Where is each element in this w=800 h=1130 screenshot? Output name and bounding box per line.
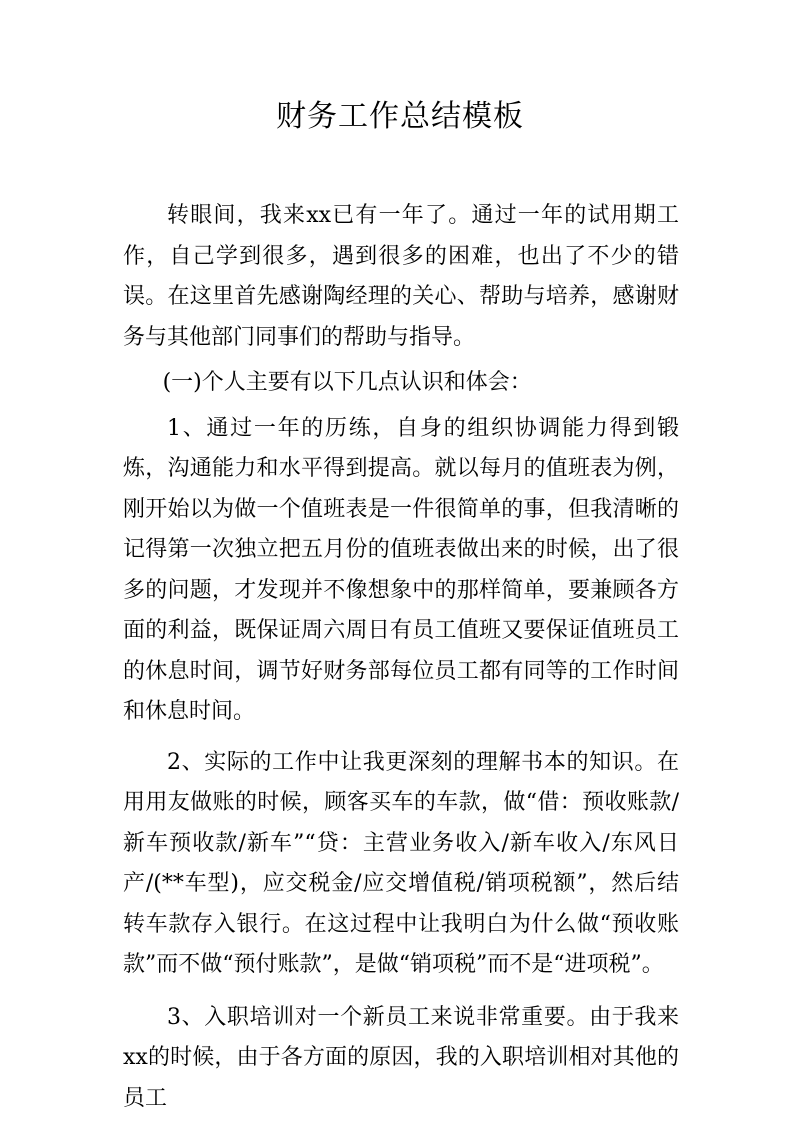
paragraph-section-heading: (一)个人主要有以下几点认识和体会：	[162, 370, 532, 395]
paragraph-item-1: 1、通过一年的历练，自身的组织协调能力得到锻炼，沟通能力和水平得到提高。就以每月的值班表为例，刚开始以为做一个值班表是一件很简单的事，但我清晰的记得第一次独立把五月份的值班表做出来的时候，出了很多的问题，才发现并不像想象中的那样简单，要兼顾各方面的利益，既保证周六周日有员工值班又要保证值班员工的休息时间，调节好财务部每位员工都有同等的工作时间和休息时间。	[123, 415, 679, 724]
paragraph-item-2: 2、实际的工作中让我更深刻的理解书本的知识。在用用友做账的时候，顾客买车的车款，做“借：预收账款/新车预收款/新车”“贷：主营业务收入/新车收入/东风日产/(**车型)，应交税金/应交增值税/销项税额”，然后结转车款存入银行。在这过程中让我明白为什么做“预收账款”而不做“预付账款”，是做“销项税”而不是“进项税”。	[123, 749, 679, 977]
paragraph-item-3: 3、入职培训对一个新员工来说非常重要。由于我来xx的时候，由于各方面的原因，我的入职培训相对其他的员工	[123, 1004, 679, 1111]
document-title: 财务工作总结模板	[276, 99, 524, 134]
document-body	[123, 196, 679, 1119]
paragraph-intro: 转眼间，我来xx已有一年了。通过一年的试用期工作，自己学到很多，遇到很多的困难，也出了不少的错误。在这里首先感谢陶经理的关心、帮助与培养，感谢财务与其他部门同事们的帮助与指导。	[123, 203, 679, 350]
